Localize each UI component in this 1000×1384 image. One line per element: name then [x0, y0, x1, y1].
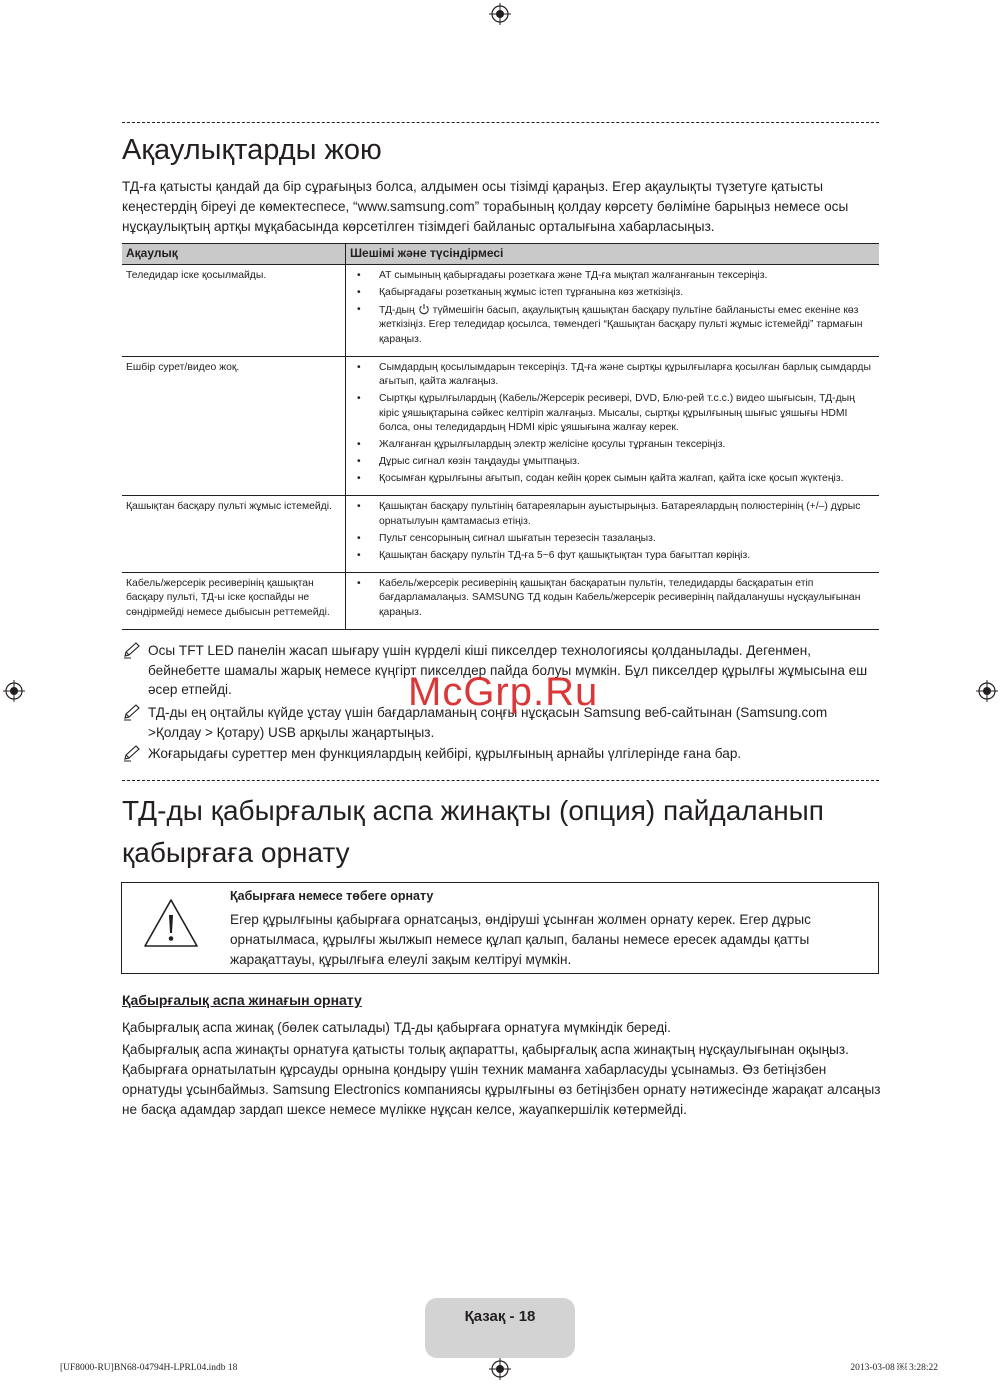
solution-text: ТД-дың: [379, 304, 415, 316]
table-row: [122, 572, 879, 629]
note-item: [122, 744, 882, 764]
solution-cell: [346, 572, 880, 629]
footer-file-info: [UF8000-RU]BN68-04794H-LPRL04.indb 18: [60, 1363, 238, 1373]
solution-item: • Қосымған құрылғыны ағытып, содан кейін қорек сымын қайта жалғап, қайта іске қосып жүктеңіз.: [352, 472, 875, 487]
warning-box: [121, 882, 879, 974]
problem-cell: Теледидар іске қосылмайды.: [122, 264, 346, 356]
solution-text: түймешігін басып, ақаулықтың қашықтан басқару пультіне байланысты емес екеніне көз жеткізіңіз. Егер теледидар қосылса, төмендегі “Қашықтан басқару пульті жұмыс істемейді” тармағын қараңыз.: [379, 304, 863, 345]
solution-item: • Дұрыс сигнал көзін таңдауды ұмытпаңыз.: [352, 455, 875, 470]
table-row: [122, 264, 879, 356]
problem-cell: Кабель/жерсерік ресиверінің қашықтан басқару пульті, ТД-ы іске қоспайды не сөндірмейді немесе дыбысын реттемейді.: [122, 572, 346, 629]
solution-item: • Жалғанған құрылғылардың электр желісіне қосулы тұрғанын тексеріңіз.: [352, 438, 875, 453]
note-text: Жоғарыдағы суреттер мен функциялардың кейбірі, құрылғының арнайы үлгілерінде ғана бар.: [148, 746, 742, 761]
registration-mark-icon: [976, 680, 998, 702]
title-line: ТД-ды қабырғалық аспа жинақты (опция) пайдаланып: [122, 795, 824, 826]
warning-title: Қабырғаға немесе төбеге орнату: [230, 889, 434, 903]
title-line: қабырғаға орнату: [122, 837, 350, 868]
warning-text: Егер құрылғыны қабырғаға орнатсаңыз, өндіруші ұсынған жолмен орнату керек. Егер дұрыс орнатылмаса, құрылғы жылжып немесе құлап қалып, баланы немесе ересек адамды қатты жарақаттауы, құрылғыға елеулі зақым келтіруі мүмкін.: [230, 912, 811, 967]
solution-item: • Қабырғадағы розетканың жұмыс істеп тұрғанына көз жеткізіңіз.: [352, 286, 875, 301]
warning-triangle-icon: [142, 897, 200, 949]
section-title-wall-mount: [122, 790, 824, 874]
pencil-note-icon: [122, 744, 142, 762]
solution-item: • Сымдардың қосылымдарын тексеріңіз. ТД-ға және сыртқы құрылғыларға қосылған барлық сымдарды ағытып, қайта жалғаңыз.: [352, 361, 875, 390]
column-header-solution: Шешімі және түсіндірмесі: [346, 244, 880, 265]
footer-timestamp: 2013-03-08 ￼ 3:28:22: [850, 1363, 938, 1373]
table-header-row: [122, 244, 879, 265]
paragraph: Қабырғалық аспа жинақты орнатуға қатысты толық ақпаратты, қабырғалық аспа жинақтың нұсқаулығынан оқыңыз. Қабырғаға орнатылатын құрсауды орнына қондыру үшін техник маманға хабарласуды ұсынамыз. Өз бетіңізбен орнатуды ұсынбаймыз. Samsung Electronics компаниясы құрылғыны өз бетіңізбен орнату нәтижесінде жарақат алсаңыз не басқа адамдар зардап шексе немесе мүлікке нұқсан келсе, жауапкершілік көтермейді.: [122, 1042, 881, 1117]
note-text: Осы TFT LED панелін жасап шығару үшін күрделі кіші пикселдер технологиясы қолданылады. Дегенмен, бейнебетте шамалы жарық немесе күңгірт пикселдер пайда болуы мүмкін. Бұл пикселдер құрылғы жұмысына еш әсер етпейді.: [148, 643, 868, 697]
problem-cell: Ешбір сурет/видео жоқ.: [122, 356, 346, 496]
solution-cell: [346, 496, 880, 573]
page-number: Қазақ - 18: [464, 1308, 536, 1325]
registration-mark-icon: [489, 3, 511, 25]
solution-cell: [346, 264, 880, 356]
page-number-tab: [425, 1298, 575, 1358]
watermark-text: McGrp.Ru: [408, 670, 599, 714]
subheading-wall-mount-kit: Қабырғалық аспа жинағын орнату: [122, 992, 362, 1008]
column-header-problem: Ақаулық: [122, 244, 346, 265]
solution-item: • Кабель/жерсерік ресиверінің қашықтан басқаратын пультін, теледидарды басқаратын етіп бағдарламалаңыз. SAMSUNG ТД кодын Кабель/жерсерік ресиверінің пайдаланушы нұсқаулығынан қараңыз.: [352, 577, 875, 621]
pencil-note-icon: [122, 703, 142, 721]
solution-item: • Пульт сенсорының сигнал шығатын терезесін тазалаңыз.: [352, 532, 875, 547]
solution-cell: [346, 356, 880, 496]
registration-mark-icon: [489, 1358, 511, 1380]
solution-item: • Сыртқы құрылғылардың (Кабель/Жерсерік ресивері, DVD, Блю-рей т.с.с.) видео шығысын, ТД-дың кіріс ұяшықтарына сәйкес келтіріп жалғаңыз. Мысалы, сыртқы құрылғының шығыс ұяшығы HDMI болса, оны теледидардың HDMI кіріс ұяшығына жалғау керек.: [352, 392, 875, 436]
table-row: [122, 496, 879, 573]
power-icon: [418, 303, 430, 315]
solution-item: [352, 303, 875, 348]
section-divider: [122, 780, 879, 781]
table-row: [122, 356, 879, 496]
solution-item: • АТ сымының қабырғадағы розеткаға және ТД-ға мықтап жалғанғанын тексеріңіз.: [352, 269, 875, 284]
solution-item: • Қашықтан басқару пультін ТД-ға 5~6 фут қашықтықтан тура бағыттап көріңіз.: [352, 549, 875, 564]
troubleshooting-table: [122, 243, 879, 630]
pencil-note-icon: [122, 641, 142, 659]
problem-cell: Қашықтан басқару пульті жұмыс істемейді.: [122, 496, 346, 573]
paragraph: Қабырғалық аспа жинақ (бөлек сатылады) ТД-ды қабырғаға орнатуға мүмкіндік береді.: [122, 1020, 671, 1035]
solution-item: • Қашықтан басқару пультінің батареяларын ауыстырыңыз. Батареялардың полюстерінің (+/–) дұрыс орнатылуын қамтамасыз етіңіз.: [352, 500, 875, 529]
intro-paragraph: ТД-ға қатысты қандай да бір сұрағыңыз болса, алдымен осы тізімді қараңыз. Егер ақаулықты түзетуге қатысты кеңестердің біреуі де көмектеспесе, “www.samsung.com” торабының қолдау көрсету бөліміне барыңыз немесе осы нұсқаулықтың артқы мұқабасында көрсетілген тізімдегі байланыс орталығына хабарласыңыз.: [122, 179, 849, 234]
section-divider: [122, 122, 879, 123]
registration-mark-icon: [3, 680, 25, 702]
section-title-troubleshooting: Ақаулықтарды жою: [122, 134, 382, 166]
note-text: ТД-ды ең оңтайлы күйде ұстау үшін бағдарламаның соңғы нұсқасын Samsung веб-сайтынан (Samsung.com >Қолдау > Қотару) USB арқылы жаңартыңыз.: [148, 705, 828, 740]
